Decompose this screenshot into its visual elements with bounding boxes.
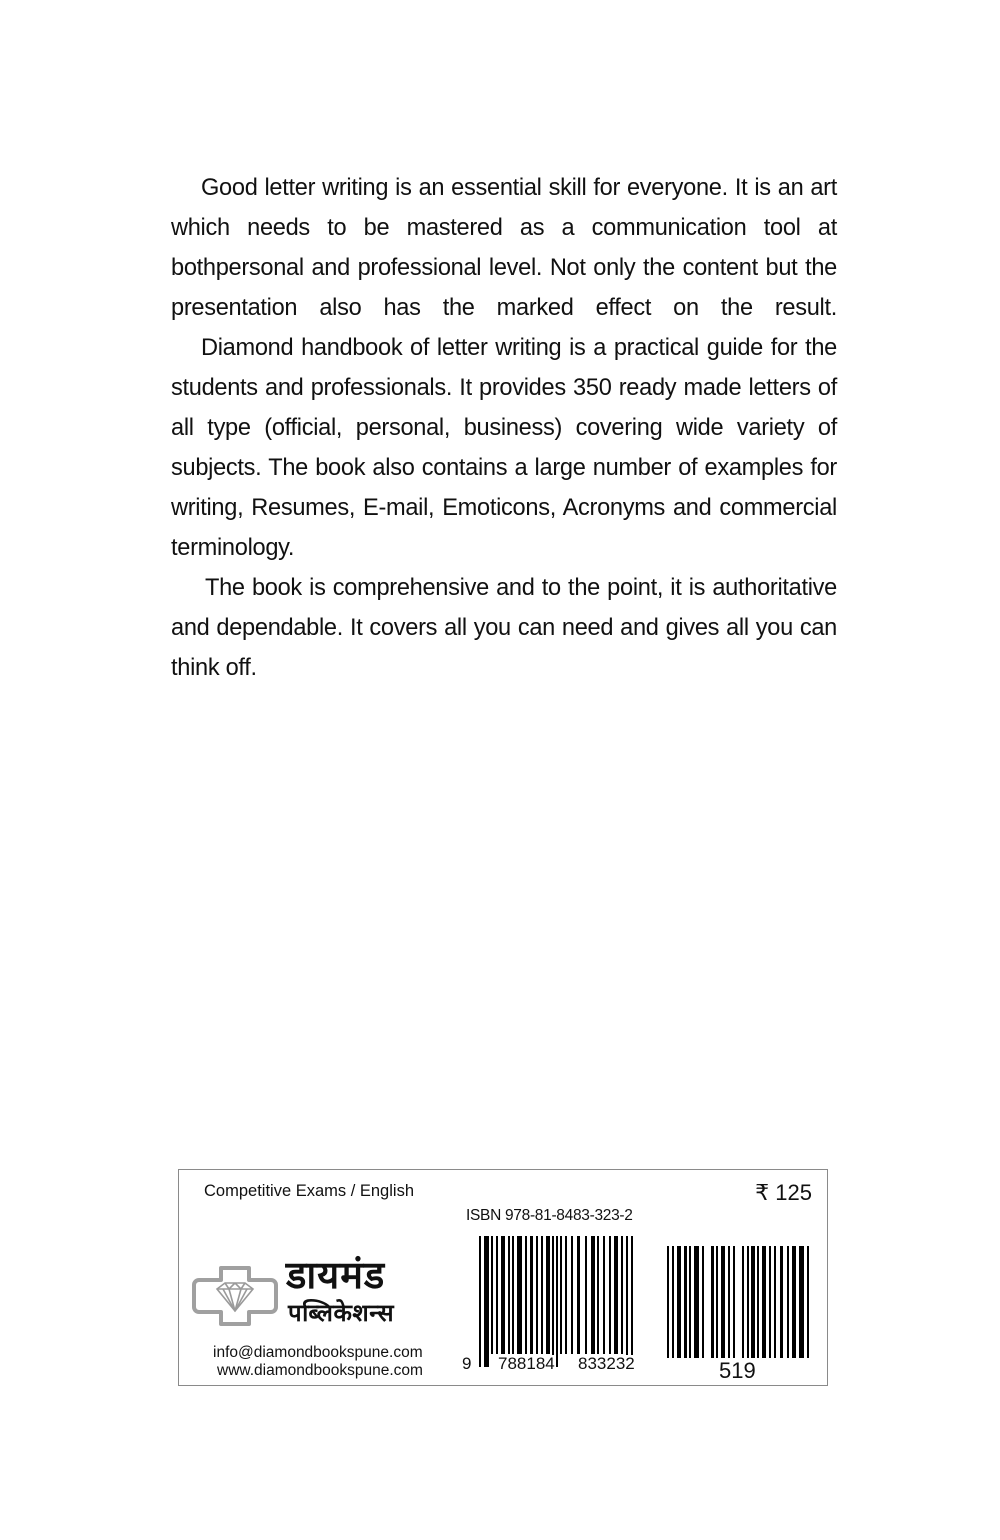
barcode-digits-right: 833232 [578,1354,635,1373]
publisher-logo [191,1253,461,1330]
price-addon-barcode [667,1246,813,1358]
price-label: ₹ 125 [755,1180,812,1205]
barcode-addon-digits: 519 [719,1358,756,1383]
publisher-name-hindi-line1: डायमंड [286,1253,386,1297]
publisher-name-hindi-line2: पब्लिकेशन्स [288,1299,395,1327]
publisher-website: www.diamondbookspune.com [217,1362,423,1379]
isbn-label: ISBN 978-81-8483-323-2 [466,1207,633,1224]
blurb-paragraph-3: The book is comprehensive and to the point, it is authoritative and dependable. It covers all you can need and gives all you can think off. [171,575,837,681]
category-label: Competitive Exams / English [204,1182,414,1200]
barcode-digit-first: 9 [462,1354,472,1373]
blurb-paragraph-1: Good letter writing is an essential skill for everyone. It is an art which needs to be mastered as a communication tool at bothpersonal and professional level. Not only the content but the presentation also has the marked effect on the result. [171,175,837,321]
isbn-barcode [479,1236,639,1367]
publisher-email: info@diamondbookspune.com [213,1344,423,1361]
diamond-cross-icon [191,1265,279,1327]
publisher-label-box [178,1169,828,1386]
back-cover-blurb [171,168,837,688]
barcode-digits-left: 788184 [498,1354,555,1373]
blurb-paragraph-2: Diamond handbook of letter writing is a practical guide for the students and professionals. It provides 350 ready made letters of all type (official, personal, business) covering wide variety of subjects. The book also contains a large number of examples for writing, Resumes, E-mail, Emoticons, Acronyms and commercial terminology. [171,335,837,561]
